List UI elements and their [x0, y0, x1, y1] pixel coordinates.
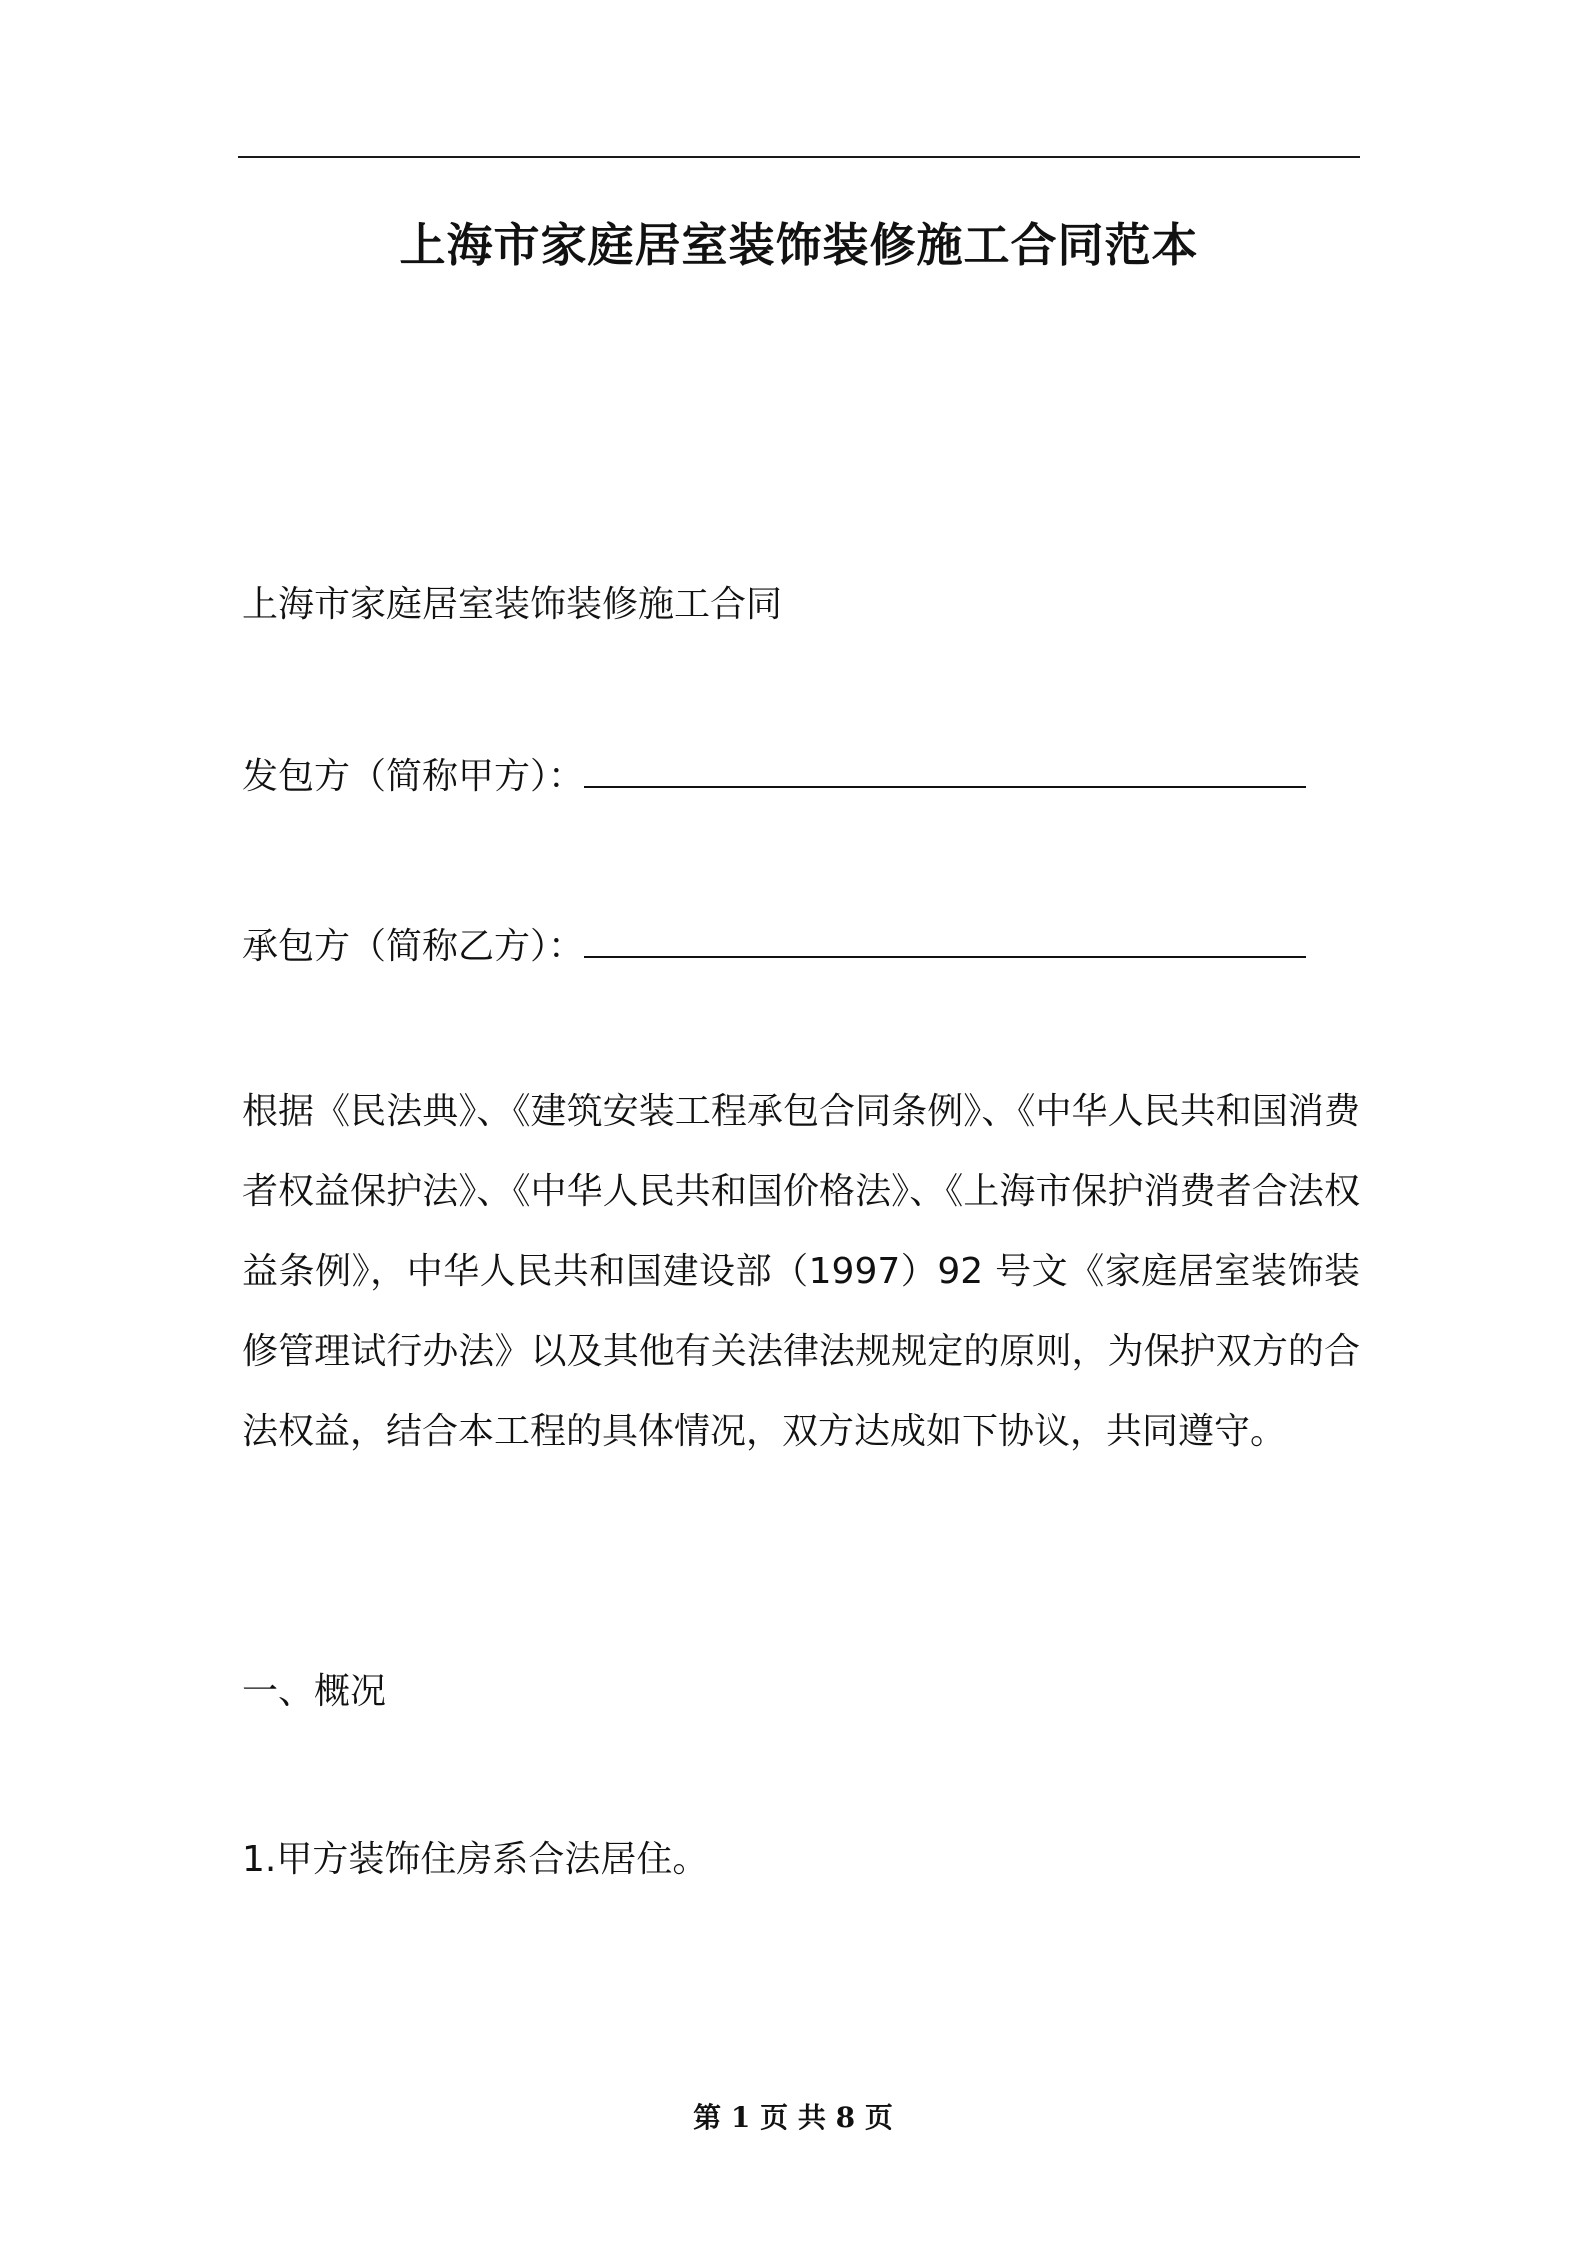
- page-footer: 第 1 页 共 8 页: [693, 2101, 893, 2134]
- document-title: 上海市家庭居室装饰装修施工合同范本: [399, 218, 1199, 272]
- party-a-blank[interactable]: [584, 756, 1306, 788]
- contract-subtitle: 上海市家庭居室装饰装修施工合同: [242, 584, 783, 625]
- party-b-line: [242, 907, 1360, 987]
- section-heading: 一、概况: [242, 1671, 387, 1712]
- party-a-line: [242, 737, 1360, 817]
- preamble-paragraph: 根据《民法典》、《建筑安装工程承包合同条例》、《中华人民共和国消费者权益保护法》、《中华人民共和国价格法》、《上海市保护消费者合法权益条例》，中华人民共和国建设部（1997）92 号文《家庭居室装饰装修管理试行办法》以及其他有关法律法规规定的原则，为保护双方的合法权益，结合本工程的具体情况，双方达成如下协议，共同遵守。: [242, 1091, 1360, 1452]
- party-b-blank[interactable]: [584, 926, 1306, 958]
- party-b-label: 承包方（简称乙方）：: [242, 926, 585, 967]
- header-rule: [238, 156, 1360, 158]
- clause-1: 1.甲方装饰住房系合法居住。: [242, 1839, 709, 1880]
- party-a-label: 发包方（简称甲方）：: [242, 756, 585, 797]
